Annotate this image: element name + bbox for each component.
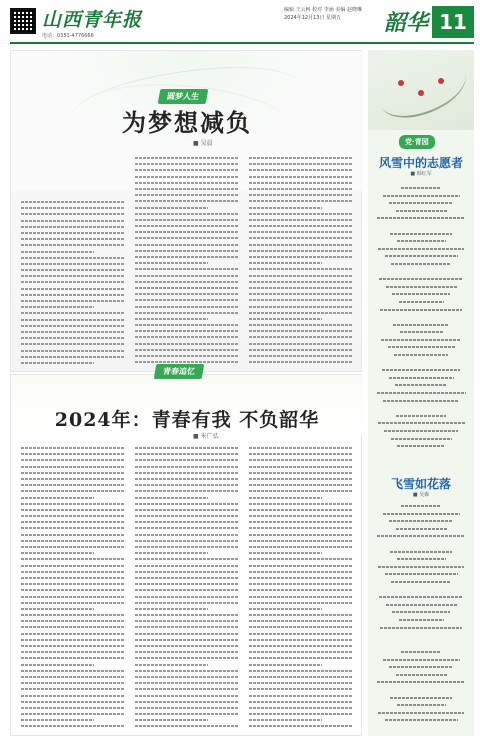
header-divider xyxy=(10,42,474,44)
poem-line xyxy=(379,450,464,458)
article-byline: ■ 米广弘 xyxy=(193,433,219,440)
poem-line xyxy=(386,601,457,609)
poem-line xyxy=(396,671,447,679)
poem-line xyxy=(396,525,447,533)
poem-line xyxy=(380,306,462,314)
poem-line xyxy=(401,648,441,656)
article-body-col3 xyxy=(249,445,353,733)
text-line xyxy=(21,723,125,729)
text-line xyxy=(249,359,353,365)
poem-author: ■ 韩红军 xyxy=(410,171,432,177)
poem-line xyxy=(395,381,447,389)
poem-line xyxy=(385,252,458,260)
decorative-branch-image xyxy=(368,50,474,130)
poem-line xyxy=(383,510,460,518)
main-column xyxy=(10,50,362,736)
poem-line xyxy=(394,351,448,359)
poem-line xyxy=(380,624,462,632)
issue-date: 2024年12月13日 星期五 xyxy=(284,15,342,21)
poem-line xyxy=(384,540,459,548)
poem-line xyxy=(386,283,457,291)
poem-line xyxy=(392,608,450,616)
poem-body xyxy=(374,502,468,642)
poem-line xyxy=(401,184,441,192)
poem-line xyxy=(384,222,459,230)
editor-credits: 编辑 王云柯 校对 李涵 美编 赵晓琳 xyxy=(284,7,362,13)
poem-line xyxy=(391,578,451,586)
poem-line xyxy=(383,192,460,200)
column-tag: 党·青园 xyxy=(399,135,435,149)
text-line xyxy=(249,723,353,729)
poem-line xyxy=(377,532,465,540)
article-byline: ■ 吴晨 xyxy=(193,140,213,147)
poem-line xyxy=(378,245,464,253)
poem-line xyxy=(400,328,443,336)
poem-line xyxy=(377,214,465,222)
poem-line xyxy=(397,442,445,450)
poem-line xyxy=(398,586,445,594)
poem-line xyxy=(379,593,463,601)
poem-line xyxy=(401,359,442,367)
poem-line xyxy=(399,616,444,624)
article-title: 2024年：青春有我 不负韶华 xyxy=(54,409,320,431)
poem-line xyxy=(379,275,463,283)
poem-line xyxy=(396,207,447,215)
poem-line xyxy=(397,555,446,563)
poem-line xyxy=(398,268,445,276)
poem-line xyxy=(383,656,460,664)
newspaper-logo: 山西青年报 xyxy=(42,9,143,31)
sidebar-poetry xyxy=(368,50,474,736)
poem-line xyxy=(390,404,453,412)
poem-line xyxy=(397,701,446,709)
poem-title: 风雪中的志愿者 xyxy=(378,156,463,170)
poem-line xyxy=(387,631,456,639)
column-tag: 圆梦人生 xyxy=(158,89,209,104)
page-number: 11 xyxy=(432,6,474,38)
section-name: 韶华 xyxy=(384,10,429,36)
poem-line xyxy=(389,199,453,207)
poem-line xyxy=(385,716,458,724)
article-title: 为梦想减负 xyxy=(122,108,252,137)
poem-title: 飞雪如花落 xyxy=(390,477,451,491)
poem-line xyxy=(393,321,449,329)
poem-line xyxy=(384,427,458,435)
column-tag: 青春追忆 xyxy=(154,364,205,379)
poem-line xyxy=(378,563,464,571)
poem-line xyxy=(381,336,461,344)
poem-line xyxy=(396,412,446,420)
poem-line xyxy=(387,313,456,321)
article-body-col1 xyxy=(21,199,125,367)
page-header xyxy=(0,0,480,44)
poem-line xyxy=(399,298,444,306)
poem-line xyxy=(389,663,453,671)
poem-line xyxy=(388,343,455,351)
qr-code xyxy=(10,8,36,34)
article-body-col2 xyxy=(135,445,239,733)
poem-line xyxy=(377,389,466,397)
poem-line xyxy=(392,290,450,298)
poem-line xyxy=(384,686,459,694)
article-youth-2024 xyxy=(10,374,362,736)
text-line xyxy=(21,360,94,366)
poem-line xyxy=(382,366,460,374)
poem-line xyxy=(377,678,465,686)
poem-line xyxy=(391,260,451,268)
article-body-col1 xyxy=(21,445,125,733)
poem-line xyxy=(385,570,458,578)
poem-line xyxy=(390,548,452,556)
article-dream xyxy=(10,50,362,372)
poem-line xyxy=(383,397,459,405)
poem-body xyxy=(374,184,468,464)
article-body-col2 xyxy=(135,155,239,367)
poem-author: ■ 吴森 xyxy=(412,492,430,498)
poem-line xyxy=(389,517,453,525)
poem-line xyxy=(390,694,452,702)
article-body-col3 xyxy=(249,155,353,367)
poem-line xyxy=(390,230,452,238)
text-line xyxy=(135,723,239,729)
poem-line xyxy=(389,374,454,382)
poem-line xyxy=(391,435,452,443)
poem-line xyxy=(401,502,441,510)
poem-body xyxy=(374,648,468,730)
contact-phone: 电话：0351-4776666 xyxy=(42,33,94,39)
poem-line xyxy=(378,419,465,427)
poem-line xyxy=(378,709,464,717)
poem-line xyxy=(397,237,446,245)
